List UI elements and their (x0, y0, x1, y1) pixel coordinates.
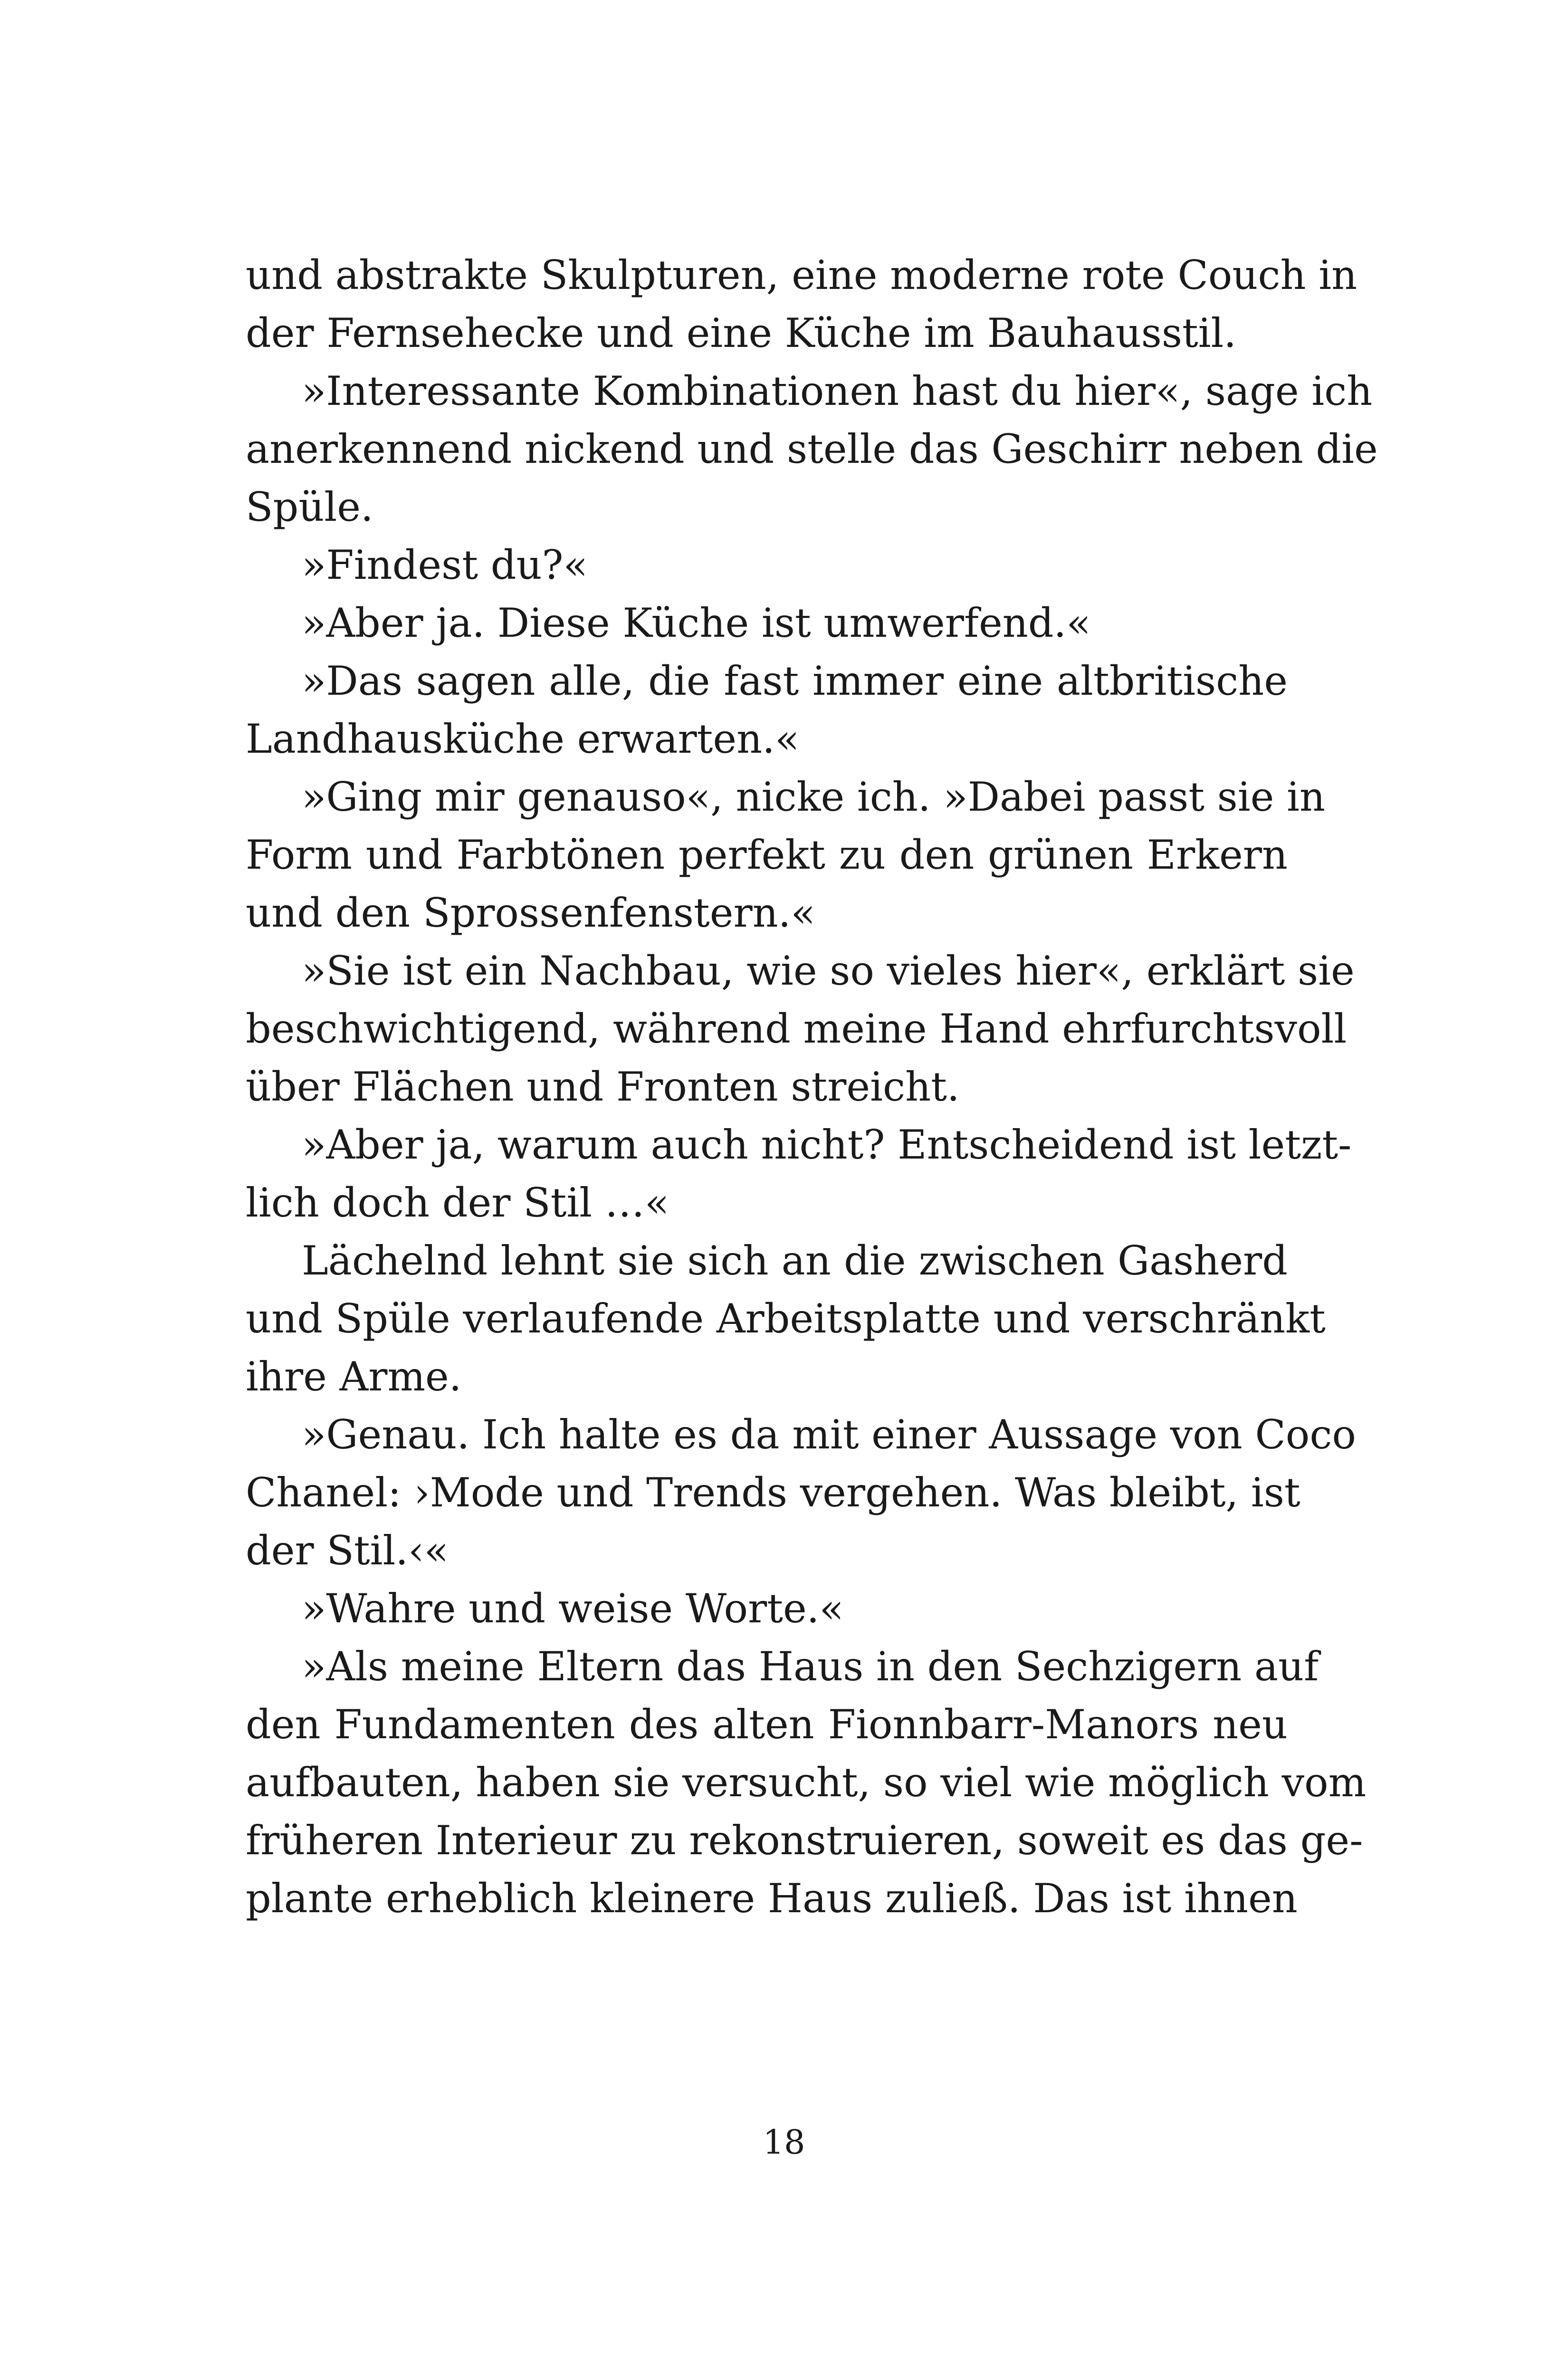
text-line: »Aber ja. Diese Küche ist umwerfend.« (302, 600, 1091, 646)
text-line: anerkennend nickend und stelle das Geschirr neben die (246, 426, 1378, 472)
text-line: der Stil.‹« (246, 1527, 449, 1574)
text-line: Chanel: ›Mode und Trends vergehen. Was bleibt, ist (246, 1469, 1300, 1516)
text-line: früheren Interieur zu rekonstruieren, soweit es das ge- (246, 1817, 1363, 1864)
text-line: beschwichtigend, während meine Hand ehrfurchtsvoll (246, 1006, 1347, 1052)
text-line: und Spüle verlaufende Arbeitsplatte und verschränkt (246, 1295, 1326, 1342)
text-line: lich doch der Stil …« (246, 1179, 669, 1226)
text-line: und abstrakte Skulpturen, eine moderne rote Couch in (246, 252, 1358, 298)
text-line: Spüle. (246, 484, 373, 530)
text-line: Form und Farbtönen perfekt zu den grünen Erkern (246, 832, 1288, 878)
text-line: aufbauten, haben sie versucht, so viel wie möglich vom (246, 1759, 1367, 1806)
text-line: »Interessante Kombinationen hast du hier«, sage ich (302, 368, 1373, 414)
text-line: »Genau. Ich halte es da mit einer Aussage von Coco (302, 1411, 1356, 1458)
text-line: und den Sprossenfenstern.« (246, 890, 815, 936)
text-line: »Als meine Eltern das Haus in den Sechzigern auf (302, 1643, 1319, 1690)
text-line: plante erheblich kleinere Haus zuließ. Das ist ihnen (246, 1875, 1298, 1922)
text-line: »Findest du?« (302, 542, 588, 588)
text-line: der Fernsehecke und eine Küche im Bauhausstil. (246, 310, 1237, 356)
text-line: ihre Arme. (246, 1353, 462, 1400)
text-line: »Sie ist ein Nachbau, wie so vieles hier«, erklärt sie (302, 948, 1355, 994)
text-line: »Das sagen alle, die fast immer eine altbritische (302, 658, 1288, 704)
text-line: Landhausküche erwarten.« (246, 716, 800, 762)
text-line: »Wahre und weise Worte.« (302, 1585, 844, 1632)
text-line: über Flächen und Fronten streicht. (246, 1063, 960, 1110)
body-text (246, 246, 1378, 1927)
text-line: »Ging mir genauso«, nicke ich. »Dabei passt sie in (302, 774, 1326, 820)
page-number: 18 (763, 2123, 805, 2162)
text-line: den Fundamenten des alten Fionnbarr-Manors neu (246, 1701, 1288, 1748)
text-line: »Aber ja, warum auch nicht? Entscheidend ist letzt- (302, 1121, 1352, 1168)
text-line: Lächelnd lehnt sie sich an die zwischen Gasherd (302, 1237, 1288, 1284)
